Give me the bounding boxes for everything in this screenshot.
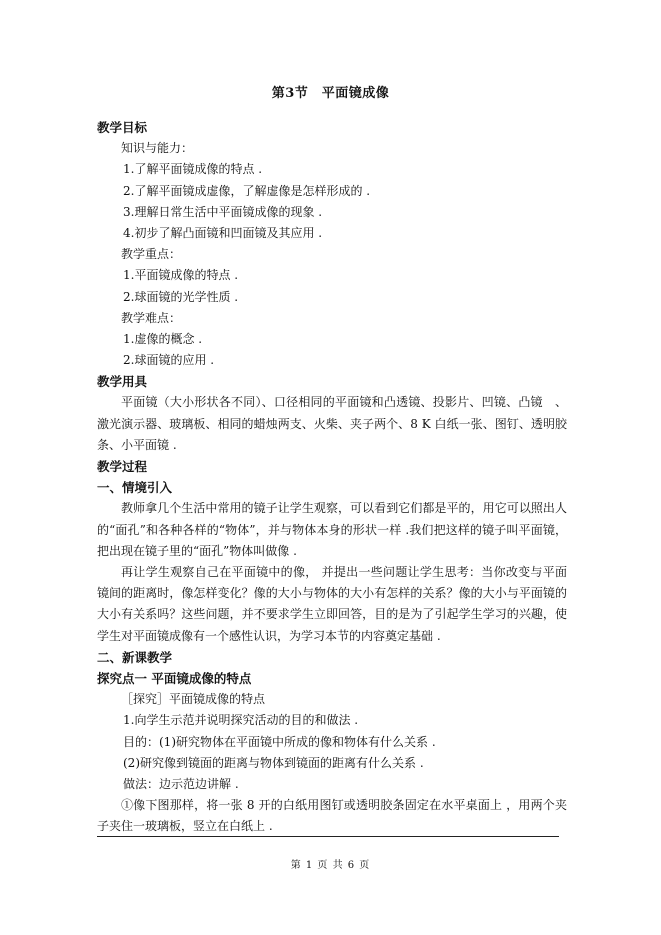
knowledge-item: 3.理解日常生活中平面镜成像的现象 . [123,204,323,219]
difficulty-item: 2.球面镜的应用 . [123,353,215,368]
goal-1: 目的：(1)研究物体在平面镜中所成的像和物体有什么关系 . [123,734,436,749]
difficulty-label: 教学难点： [121,310,182,325]
intro-paragraph-2: 再让学生观察自己在平面镜中的像， 并提出一些问题让学生思考：当你改变与平面镜间的距离时，像怎样变化？像的大小与物体的大小有怎样的关系？像的大小与平面镜的大小有关系吗？这些问题，并不要求学生立即回答，目的是为了引起学生学习的兴趣，使学生对平面镜成像有一个感性认识，为学习本节的内容奠定基础 . [97,565,567,643]
knowledge-item: 2.了解平面镜成虚像，了解虚像是怎样形成的 . [123,183,371,198]
page-number: 第 1 页 共 6 页 [290,860,371,871]
document-body [97,117,567,838]
footer-divider [97,836,559,837]
knowledge-item: 4.初步了解凸面镜和凹面镜及其应用 . [123,225,323,240]
key-points-label: 教学重点： [121,247,182,262]
new-lesson-heading: 二、新课教学 [97,649,173,665]
difficulty-item: 1.虚像的概念 . [123,331,203,346]
method-label: 做法：边示范边讲解 . [123,776,239,791]
process-heading: 教学过程 [97,459,148,475]
explore-point-heading: 探究点一 平面镜成像的特点 [97,671,252,687]
tools-paragraph: 平面镜（大小形状各不同）、口径相同的平面镜和凸透镜、投影片、凹镜、凸镜 、激光演示器、玻璃板、相同的蜡烛两支、火柴、夹子两个、8 K 白纸一张、图钉、透明胶条、小平面镜 . [97,395,567,452]
tools-heading: 教学用具 [97,374,148,390]
intro-paragraph-1: 教师拿几个生活中常用的镜子让学生观察，可以看到它们都是平的，用它可以照出人的“面孔”和各种各样的“物体”，并与物体本身的形状一样 .我们把这样的镜子叫平面镜，把出现在镜子里的“面孔”物体叫做像 . [97,501,567,558]
goal-2: (2)研究像到镜面的距离与物体到镜面的距离有什么关系 . [123,755,424,770]
step-1: 1.向学生示范并说明探究活动的目的和做法 . [123,713,359,728]
knowledge-item: 1.了解平面镜成像的特点 . [123,162,263,177]
key-point-item: 2.球面镜的光学性质 . [123,289,239,304]
objectives-heading: 教学目标 [97,120,148,135]
key-point-item: 1.平面镜成像的特点 . [123,268,239,283]
page-title: 第3节 平面镜成像 [271,86,390,101]
intro-heading: 一、情境引入 [97,480,173,496]
method-paragraph: ①像下图那样，将一张 8 开的白纸用图钉或透明胶条固定在水平桌面上 ，用两个夹子夹住一玻璃板，竖立在白纸上 . [97,798,567,834]
explore-label: ［探究］平面镜成像的特点 [121,692,266,707]
knowledge-label: 知识与能力： [121,141,194,156]
